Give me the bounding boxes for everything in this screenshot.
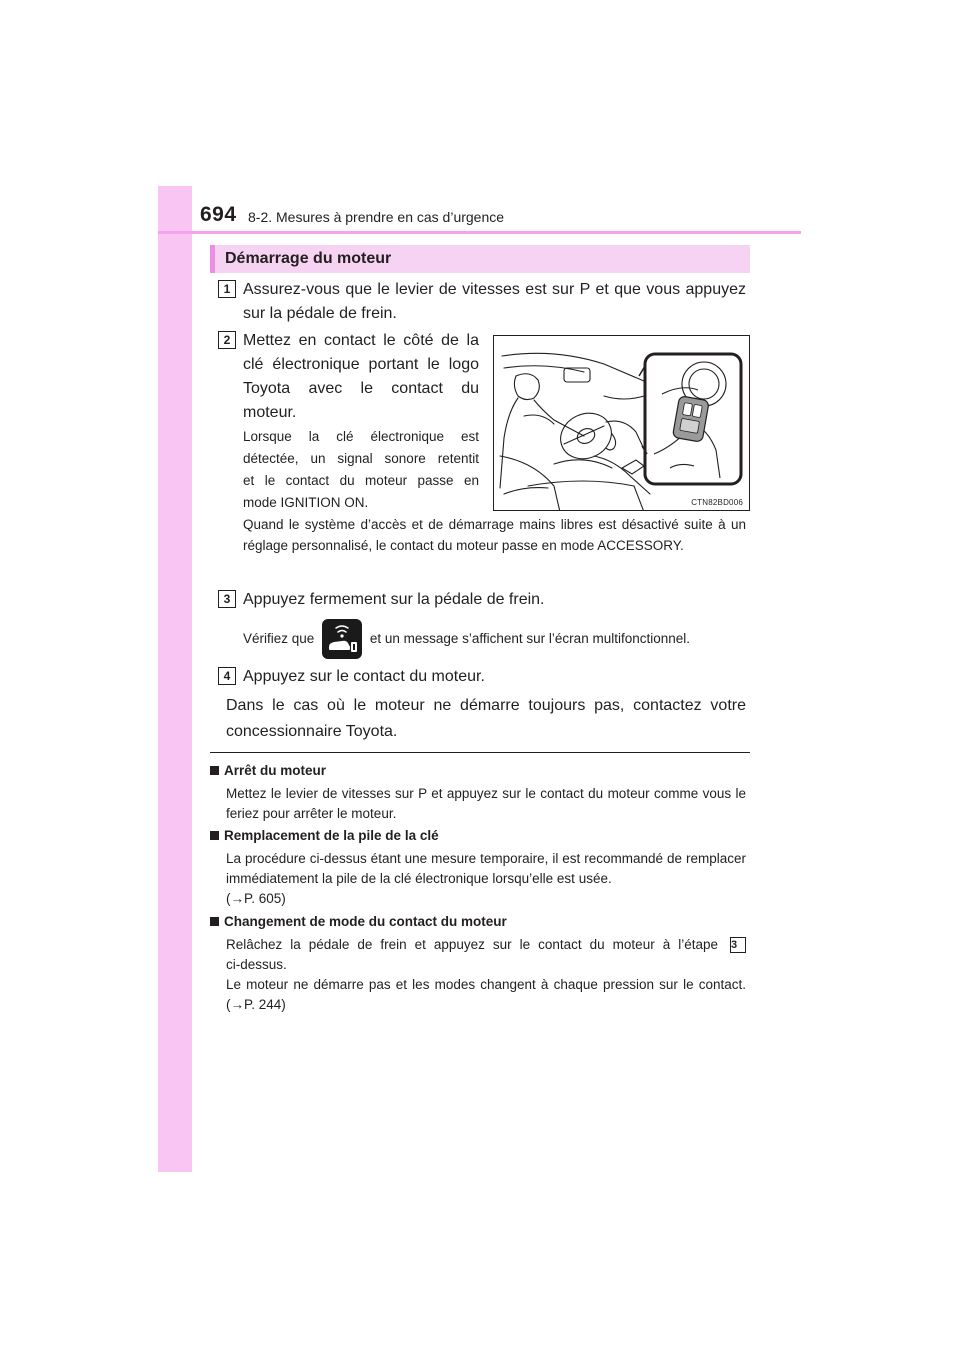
step-2-note: Lorsque la clé électronique est détectée, un signal sonore retentit et le contact du moteur passe en mode IGNITION ON. xyxy=(243,429,479,510)
step-number-4: 4 xyxy=(218,667,236,685)
chapter-title: 8-2. Mesures à prendre en cas d’urgence xyxy=(248,209,505,225)
note-heading-mode-change: Changement de mode du contact du moteur xyxy=(210,914,507,929)
section-title: Démarrage du moteur xyxy=(210,245,750,273)
step-number-1: 1 xyxy=(218,280,236,298)
driver-touching-engine-switch-drawing xyxy=(494,336,750,511)
step-4-extra: Dans le cas où le moteur ne démarre toujours pas, contactez votre concessionnaire Toyota. xyxy=(226,697,746,740)
page-reference-605[interactable]: (→P. 605) xyxy=(226,891,286,906)
note-heading-battery-replacement: Remplacement de la pile de la clé xyxy=(210,828,439,843)
page-number: 694 xyxy=(200,203,237,226)
illustration-code: CTN82BD006 xyxy=(691,498,743,507)
step-number-3: 3 xyxy=(218,590,236,608)
note-text-mode-change: Relâchez la pédale de frein et appuyez sur le contact du moteur à l’étape 3 ci-dessus. Le moteur ne démarre pas et les modes changent à chaque pression sur le contact. (→P. 244) xyxy=(226,937,746,1012)
side-tab-band xyxy=(158,186,192,1172)
smart-key-illustration xyxy=(493,335,750,511)
step-2-accessory-note: Quand le système d’accès et de démarrage mains libres est désactivé suite à un réglage personnalisé, le contact du moteur passe en mode ACCESSORY. xyxy=(243,517,746,553)
note-text-engine-stop: Mettez le levier de vitesses sur P et appuyez sur le contact du moteur comme vous le feriez pour arrêter le moteur. xyxy=(226,786,746,821)
header-rule xyxy=(158,231,801,234)
step-reference-3: 3 xyxy=(730,937,746,953)
note-text-battery-replacement: La procédure ci-dessus étant une mesure temporaire, il est recommandé de remplacer immédiatement la pile de la clé électronique lorsqu’elle est usée. (→P. 605) xyxy=(226,851,746,906)
note-heading-engine-stop: Arrêt du moteur xyxy=(210,763,326,778)
section-divider xyxy=(210,752,750,753)
smart-key-indicator-icon xyxy=(322,619,362,659)
step-4-text: Appuyez sur le contact du moteur. xyxy=(243,668,485,685)
step-3-note: Vérifiez que et un message s’affichent sur l’écran multifonctionnel. xyxy=(243,619,753,659)
step-2-text: Mettez en contact le côté de la clé électronique portant le logo Toyota avec le contact du moteur. xyxy=(243,332,479,421)
step-3-text: Appuyez fermement sur la pédale de frein. xyxy=(243,591,545,608)
step-number-2: 2 xyxy=(218,331,236,349)
step-1-text: Assurez-vous que le levier de vitesses est sur P et que vous appuyez sur la pédale de frein. xyxy=(243,281,746,322)
